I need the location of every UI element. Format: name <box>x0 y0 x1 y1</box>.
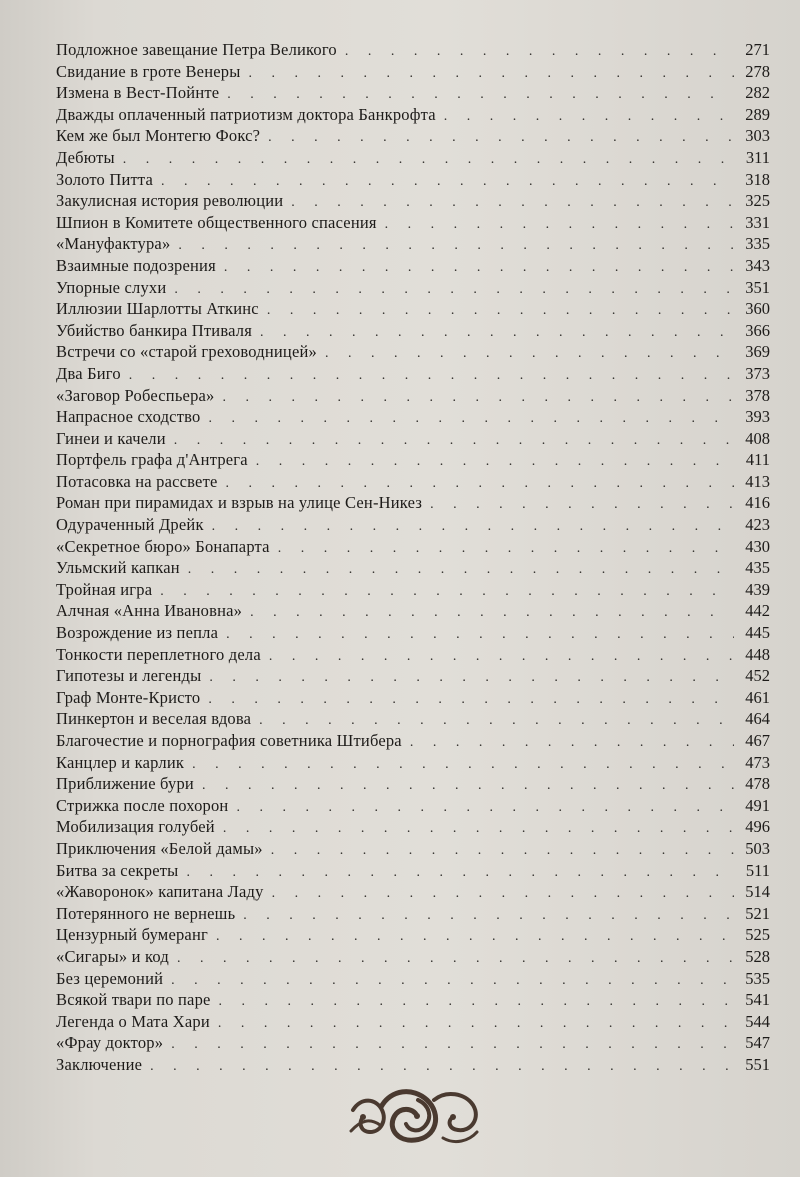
toc-row <box>56 471 770 493</box>
toc-page-number: 528 <box>745 946 770 966</box>
toc-title: Портфель графа д'Антрега <box>56 450 248 470</box>
toc-title: Гипотезы и легенды <box>56 666 202 686</box>
leader-dots <box>260 322 734 344</box>
toc-row <box>56 1054 770 1076</box>
toc-row <box>56 838 770 860</box>
toc-row <box>56 816 770 838</box>
leader-dots <box>223 387 734 409</box>
toc-page-number: 351 <box>745 277 770 297</box>
toc-title: Благочестие и порнография советника Штибера <box>56 731 402 750</box>
leader-dots <box>150 1056 734 1078</box>
toc-title: Два Биго <box>56 363 121 383</box>
leader-dots <box>249 63 735 85</box>
leader-dots <box>171 970 734 992</box>
toc-page-number: 473 <box>745 752 770 772</box>
toc-title: Взаимные подозрения <box>56 255 216 275</box>
toc-page-number: 335 <box>745 234 770 254</box>
leader-dots <box>129 365 734 387</box>
toc-title: «Жаворонок» капитана Ладу <box>56 882 264 902</box>
toc-title: Заключение <box>56 1054 143 1074</box>
toc-page-number: 331 <box>745 212 770 232</box>
leader-dots <box>269 646 734 668</box>
leader-dots <box>171 1034 734 1056</box>
toc-row <box>56 665 770 687</box>
toc-page-number: 289 <box>745 104 770 124</box>
toc-title: Ульмский капкан <box>56 558 180 578</box>
toc-title: Приключения «Белой дамы» <box>56 838 263 858</box>
toc-title: Напрасное сходство <box>56 407 201 427</box>
toc-page-number: 278 <box>745 61 770 81</box>
toc-row <box>56 341 770 363</box>
leader-dots <box>410 732 734 754</box>
toc-row <box>56 903 770 925</box>
toc-row <box>56 406 770 428</box>
toc-page-number: 491 <box>745 795 770 815</box>
toc-title: Пинкертон и веселая вдова <box>56 709 252 729</box>
toc-row <box>56 1032 770 1054</box>
toc-title: Всякой твари по паре <box>56 990 211 1010</box>
toc-title: «Фрау доктор» <box>56 1033 164 1053</box>
toc-page-number: 325 <box>745 191 770 211</box>
toc-row <box>56 968 770 990</box>
toc-title: Встречи со «старой греховодницей» <box>56 342 317 362</box>
toc-page-number: 423 <box>745 515 770 535</box>
leader-dots <box>209 667 734 689</box>
toc-page-number: 461 <box>745 687 770 707</box>
leader-dots <box>268 127 734 149</box>
leader-dots <box>259 710 734 732</box>
toc-row <box>56 82 770 104</box>
toc-row <box>56 61 770 83</box>
leader-dots <box>160 581 734 603</box>
toc-row <box>56 363 770 385</box>
toc-row <box>56 233 770 255</box>
toc-title: Подложное завещание Петра Великого <box>56 40 337 59</box>
toc-page-number: 544 <box>745 1011 770 1031</box>
toc-page-number: 541 <box>745 990 770 1010</box>
toc-title: Граф Монте-Кристо <box>56 687 201 707</box>
toc-page-number: 413 <box>745 471 770 491</box>
toc-page-number: 343 <box>745 255 770 275</box>
toc-row <box>56 298 770 320</box>
leader-dots <box>174 279 734 301</box>
toc-page-number: 416 <box>745 493 770 513</box>
leader-dots <box>227 84 734 106</box>
toc-page-number: 311 <box>745 147 770 167</box>
leader-dots <box>161 171 734 193</box>
swirl-ornament-icon <box>343 1082 483 1152</box>
toc-title: Свидание в гроте Венеры <box>56 61 241 81</box>
leader-dots <box>202 775 734 797</box>
leader-dots <box>224 257 734 279</box>
leader-dots <box>188 559 734 581</box>
leader-dots <box>271 840 734 862</box>
toc-title: Возрождение из пепла <box>56 623 219 643</box>
toc-title: Одураченный Дрейк <box>56 515 204 535</box>
toc-title: Дебюты <box>56 147 115 167</box>
toc-row <box>56 169 770 191</box>
toc-row <box>56 989 770 1011</box>
toc-row <box>56 946 770 968</box>
toc-title: Шпион в Комитете общественного спасения <box>56 212 377 232</box>
leader-dots <box>430 494 734 516</box>
leader-dots <box>212 516 734 538</box>
leader-dots <box>226 624 734 646</box>
toc-page-number: 525 <box>745 925 770 945</box>
leader-dots <box>219 991 734 1013</box>
toc-title: «Секретное бюро» Бонапарта <box>56 536 270 556</box>
toc-row <box>56 255 770 277</box>
toc-row <box>56 860 770 882</box>
toc-page-number: 511 <box>745 860 770 880</box>
toc-title: Тонкости переплетного дела <box>56 644 261 664</box>
leader-dots <box>345 41 734 63</box>
toc-row <box>56 622 770 644</box>
toc-title: «Мануфактура» <box>56 234 171 254</box>
toc-page-number: 373 <box>745 363 770 383</box>
toc-title: Легенда о Мата Хари <box>56 1011 210 1031</box>
toc-title: Стрижка после похорон <box>56 795 229 815</box>
leader-dots <box>291 192 734 214</box>
toc-title: Иллюзии Шарлотты Аткинс <box>56 299 259 319</box>
toc-title: Золото Питта <box>56 169 154 189</box>
toc-row <box>56 881 770 903</box>
toc-row <box>56 579 770 601</box>
toc-page-number: 282 <box>745 83 770 103</box>
toc-page-number: 452 <box>745 666 770 686</box>
toc-row <box>56 212 770 234</box>
toc-title: Приближение бури <box>56 774 194 794</box>
leader-dots <box>236 797 734 819</box>
leader-dots <box>216 926 734 948</box>
toc-page-number: 435 <box>745 558 770 578</box>
toc-title: Измена в Вест-Пойнте <box>56 83 220 103</box>
leader-dots <box>123 149 734 171</box>
leader-dots <box>208 689 734 711</box>
toc-row <box>56 190 770 212</box>
toc-row <box>56 687 770 709</box>
leader-dots <box>256 451 734 473</box>
toc-page-number: 521 <box>745 903 770 923</box>
toc-page-number: 408 <box>745 428 770 448</box>
toc-row <box>56 428 770 450</box>
toc-row <box>56 600 770 622</box>
toc-page-number: 467 <box>745 731 770 750</box>
leader-dots <box>325 343 734 365</box>
toc-row <box>56 125 770 147</box>
toc-row <box>56 644 770 666</box>
toc-row <box>56 514 770 536</box>
toc-row <box>56 557 770 579</box>
toc-page-number: 393 <box>745 407 770 427</box>
leader-dots <box>250 602 734 624</box>
toc-row <box>56 449 770 471</box>
toc-row <box>56 752 770 774</box>
toc-row <box>56 39 770 61</box>
toc-page-number: 496 <box>745 817 770 837</box>
leader-dots <box>178 235 734 257</box>
toc-title: Упорные слухи <box>56 277 167 297</box>
leader-dots <box>267 300 734 322</box>
toc-page-number: 464 <box>745 709 770 729</box>
leader-dots <box>174 430 734 452</box>
leader-dots <box>218 1013 734 1035</box>
toc-page-number: 551 <box>745 1054 770 1074</box>
toc-title: Кем же был Монтегю Фокс? <box>56 126 261 146</box>
toc-page-number: 547 <box>745 1033 770 1053</box>
toc-page-number: 535 <box>745 968 770 988</box>
toc-page-number: 503 <box>745 838 770 858</box>
toc-title: Дважды оплаченный патриотизм доктора Банкрофта <box>56 104 436 124</box>
toc-row <box>56 1011 770 1033</box>
toc-title: Алчная «Анна Ивановна» <box>56 601 243 621</box>
toc-page-number: 430 <box>745 536 770 556</box>
toc-page-number: 369 <box>745 342 770 362</box>
leader-dots <box>385 214 734 236</box>
toc-page-number: 478 <box>745 774 770 794</box>
toc-title: Убийство банкира Птиваля <box>56 320 253 340</box>
toc-title: Тройная игра <box>56 579 153 599</box>
toc-row <box>56 320 770 342</box>
toc-page-number: 442 <box>745 601 770 621</box>
toc-row <box>56 708 770 730</box>
toc-title: Мобилизация голубей <box>56 817 215 837</box>
toc-title: Канцлер и карлик <box>56 752 185 772</box>
toc-row <box>56 104 770 126</box>
toc-page-number: 439 <box>745 579 770 599</box>
toc-page-number: 378 <box>745 385 770 405</box>
toc-row <box>56 795 770 817</box>
toc-page-number: 366 <box>745 320 770 340</box>
leader-dots <box>243 905 734 927</box>
toc-title: Закулисная история революции <box>56 191 284 211</box>
toc-page-number: 514 <box>745 882 770 902</box>
toc-row <box>56 277 770 299</box>
toc-title: «Сигары» и код <box>56 946 169 966</box>
toc-page-number: 303 <box>745 126 770 146</box>
toc-row <box>56 773 770 795</box>
toc-page-number: 271 <box>745 40 770 59</box>
toc-row <box>56 492 770 514</box>
toc-title: Потасовка на рассвете <box>56 471 218 491</box>
toc-row <box>56 730 770 752</box>
toc-title: Битва за секреты <box>56 860 179 880</box>
toc-title: Гинеи и качели <box>56 428 166 448</box>
toc-row <box>56 924 770 946</box>
table-of-contents <box>56 39 770 1076</box>
toc-page-number: 445 <box>745 623 770 643</box>
leader-dots <box>186 862 734 884</box>
toc-row <box>56 385 770 407</box>
leader-dots <box>223 818 734 840</box>
toc-page-number: 318 <box>745 169 770 189</box>
toc-title: «Заговор Робеспьера» <box>56 385 215 405</box>
leader-dots <box>192 754 734 776</box>
toc-page-number: 360 <box>745 299 770 319</box>
toc-title: Цензурный бумеранг <box>56 925 208 945</box>
toc-page-number: 448 <box>745 644 770 664</box>
leader-dots <box>278 538 734 560</box>
leader-dots <box>444 106 734 128</box>
leader-dots <box>177 948 734 970</box>
toc-title: Роман при пирамидах и взрыв на улице Сен-Никез <box>56 493 423 513</box>
leader-dots <box>272 883 734 905</box>
toc-page-number: 411 <box>745 450 770 470</box>
toc-title: Потерянного не вернешь <box>56 903 236 923</box>
leader-dots <box>208 408 734 430</box>
toc-row <box>56 536 770 558</box>
toc-row <box>56 147 770 169</box>
toc-title: Без церемоний <box>56 968 164 988</box>
leader-dots <box>226 473 734 495</box>
